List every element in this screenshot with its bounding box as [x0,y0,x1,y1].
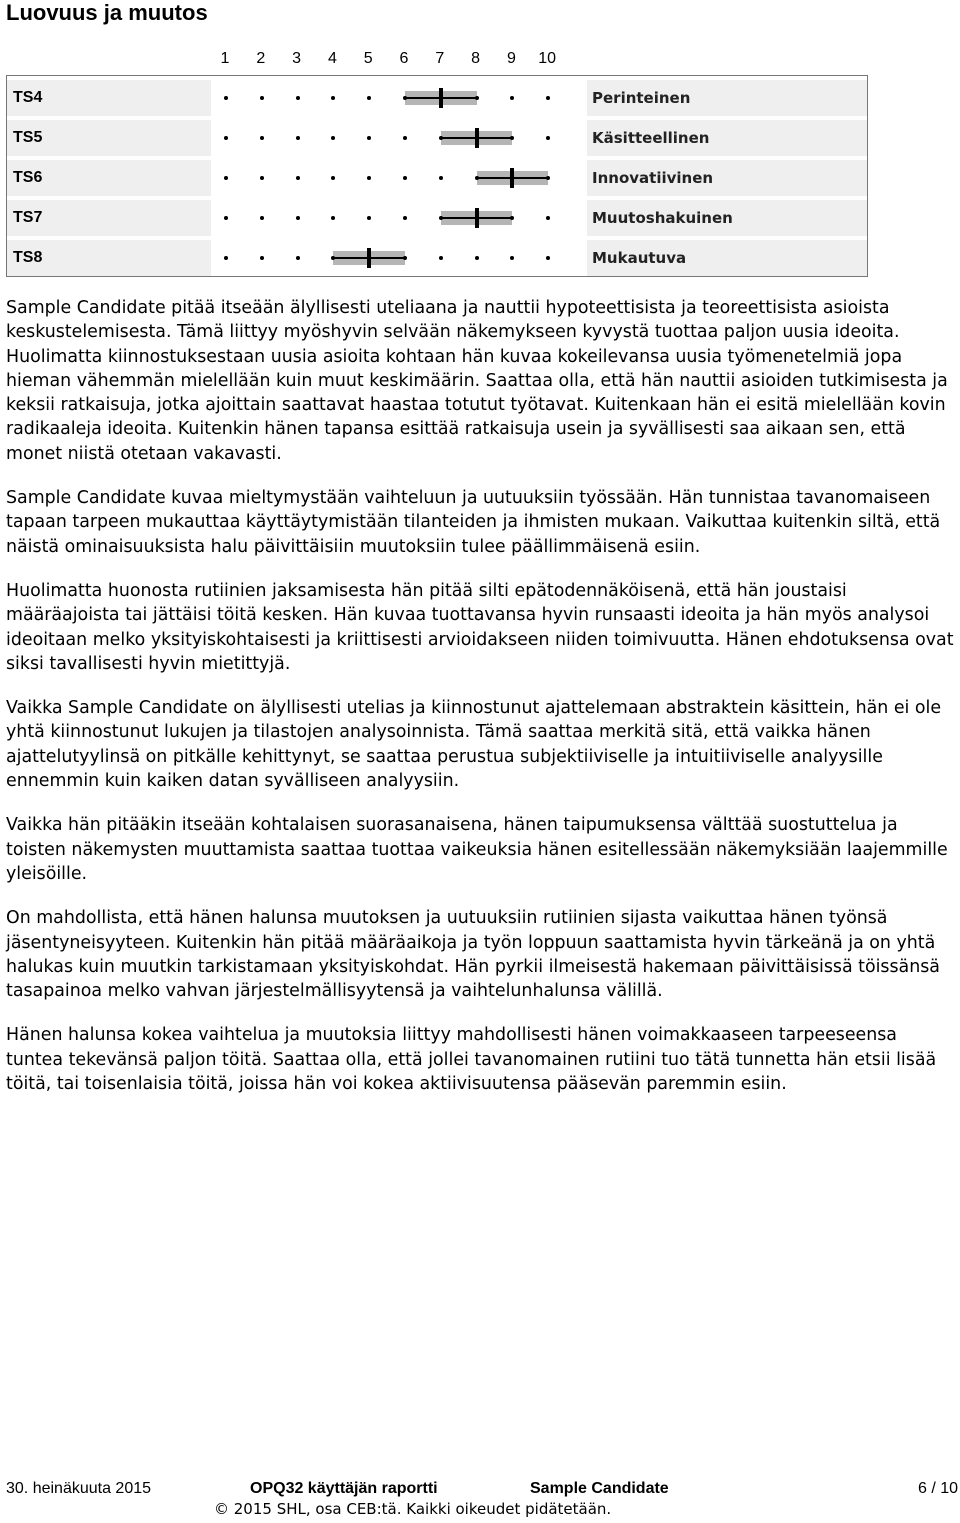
scale-dot [439,256,443,260]
scale-dot [510,96,514,100]
scale-number: 10 [538,50,557,67]
scale-dot [296,256,300,260]
scale-dot [260,216,264,220]
scale-dot [224,96,228,100]
footer-date: 30. heinäkuuta 2015 [6,1480,152,1497]
scale-dot [224,176,228,180]
scale-dot [260,256,264,260]
scale-label: Käsitteellinen [592,129,710,147]
scale-label: Innovatiivinen [592,169,714,187]
score-marker [367,248,371,268]
page-footer [6,1478,958,1518]
scale-number: 1 [220,50,230,67]
scale-dot [367,96,371,100]
score-marker [439,88,443,108]
footer-report-name: OPQ32 käyttäjän raportti [250,1480,438,1497]
scale-code: TS4 [13,89,43,106]
paragraph: Hänen halunsa kokea vaihtelua ja muutoksia liittyy mahdollisesti hänen voimakkaaseen tarpeeseensa tuntea tekevänsä paljon töitä. Saattaa olla, että jollei tavanomainen rutiini tuo tätä tunnetta hän etsii lisää töitä, tai toisenlaisia töitä, joissa hän voi kokea aktiivisuutensa pääsevän paremmin esiin. [6,1025,937,1095]
scale-dot [439,176,443,180]
score-marker [510,168,514,188]
scale-dot [475,256,479,260]
profile-row [7,118,867,158]
scale-dot [331,96,335,100]
scale-dot [296,216,300,220]
scale-code: TS7 [13,209,43,226]
scale-number: 7 [435,50,445,67]
scale-dot [367,216,371,220]
scale-dot [224,136,228,140]
scale-label: Muutoshakuinen [592,209,733,227]
scale-dot [475,176,479,180]
paragraph: Sample Candidate pitää itseään älyllisesti uteliaana ja nauttii hypoteettisista ja teoreettisista asioista keskustelemisesta. Tämä liittyy myöshyvin selvään näkemykseen kyvystä tuottaa paljon uusia ideoita. Huolimatta kiinnostuksestaan uusia asioita kohtaan hän kuvaa kokeilevansa uusia työmenetelmiä jopa hieman vähemmän mielellään kuin muut keskimäärin. Saattaa olla, että hän nauttii asioiden tutkimisesta ja keksii ratkaisuja, jotka ajoittain saattavat haastaa totutut työtavat. Kuitenkaan hän ei esitä mielellään kovin radikaaleja ideoita. Kuitenkin hänen tapansa esittää ratkaisuja usein ja syvällisesti saa aikaan sen, että monet niistä otetaan vakavasti. [6,298,948,464]
scale-dot [546,216,550,220]
scale-dot [403,176,407,180]
scale-number: 3 [292,50,302,67]
scale-dot [331,176,335,180]
scale-dot [224,216,228,220]
page-title: Luovuus ja muutos [6,0,208,25]
scale-dot [439,136,443,140]
scale-number: 9 [506,50,516,67]
footer-copyright: © 2015 SHL, osa CEB:tä. Kaikki oikeudet pidätetään. [214,1500,612,1518]
scale-number: 8 [471,50,481,67]
paragraph: Huolimatta huonosta rutiinien jaksamisesta hän pitää silti epätodennäköisenä, että hän joustaisi määräajoista tai jättäisi töitä kesken. Hän kuvaa tuottavansa hyvin runsaasti ideoita ja hän myös analysoi ideoitaan melko yksityiskohtaisesti ja kriittisesti arvioidakseen niiden toimivuutta. Hänen ehdotuksensa ovat siksi tavallisesti hyvin mietittyjä. [6,580,954,674]
scale-code: TS6 [13,169,43,186]
scale-dot [403,136,407,140]
report-body [6,296,958,1116]
scale-code: TS5 [13,129,43,146]
scale-dot [510,216,514,220]
profile-row [7,158,867,198]
scale-dot [510,256,514,260]
scale-dot [439,216,443,220]
scale-header [0,48,600,70]
paragraph: Vaikka Sample Candidate on älyllisesti utelias ja kiinnostunut ajattelemaan abstraktein käsittein, hän ei ole yhtä kiinnostunut lukujen ja tilastojen analysoinnista. Tämä saattaa merkitä sitä, että vaikka hänen ajattelutyylinsä on pitkälle kehittynyt, se saattaa perustua subjektiiviselle ja intuitiiviselle analyysille ennemmin kuin kaiken datan syvälliseen analyysiin. [6,698,942,792]
scale-label: Perinteinen [592,89,691,107]
scale-dot [260,176,264,180]
scale-number: 5 [363,50,373,67]
scale-dot [546,176,550,180]
scale-dot [296,176,300,180]
scale-dot [331,136,335,140]
paragraph: Sample Candidate kuvaa mieltymystään vaihteluun ja uutuuksiin työssään. Hän tunnistaa tavanomaiseen tapaan tarpeen mukauttaa käyttäytymistään tilanteiden ja ihmisten mukaan. Vaikuttaa kuitenkin siltä, että näistä ominaisuuksista halu päivittäisiin muutoksiin tulee päällimmäisenä esiin. [6,488,941,557]
scale-dot [546,96,550,100]
scale-number: 4 [327,50,337,67]
scale-dot [260,96,264,100]
scale-dot [331,216,335,220]
scale-dot [296,136,300,140]
scale-dot [403,256,407,260]
scale-dot [546,256,550,260]
scale-dot [367,136,371,140]
score-marker [475,208,479,228]
scale-code: TS8 [13,249,43,266]
paragraph: On mahdollista, että hänen halunsa muutoksen ja uutuuksiin rutiinien sijasta vaikuttaa hänen työnsä jäsentyneisyyteen. Kuitenkin hän pitää määräaikoja ja työn loppuun saattamista hyvin tärkeänä ja on yhtä halukas kuin muutkin tarkistamaan yksityiskohdat. Hän pyrkii ilmeisestä hakemaan päivittäisissä töissänsä tasapainoa melko vahvan järjestelmällisyytensä ja vaihtelunhalunsa välillä. [6,908,940,1002]
footer-candidate-name: Sample Candidate [530,1480,669,1497]
scale-dot [546,136,550,140]
scale-dot [475,96,479,100]
profile-row [7,198,867,238]
profile-row [7,78,867,118]
scale-dot [224,256,228,260]
footer-page-number: 6 / 10 [917,1480,958,1497]
scale-dot [510,136,514,140]
scale-number: 2 [256,50,266,67]
scale-dot [260,136,264,140]
scale-number: 6 [399,50,409,67]
scale-dot [367,176,371,180]
paragraph: Vaikka hän pitääkin itseään kohtalaisen suorasanaisena, hänen taipumuksensa välttää suostuttelua ja toisten näkemysten muuttamista saattaa tuottaa vaikeuksia hänen esitellessään näkemyksiään laajemmille yleisöille. [6,815,948,884]
score-marker [475,128,479,148]
scale-dot [403,216,407,220]
scale-dot [296,96,300,100]
scale-label: Mukautuva [592,249,687,267]
scale-dot [403,96,407,100]
profile-chart [6,75,868,277]
profile-row [7,238,867,278]
